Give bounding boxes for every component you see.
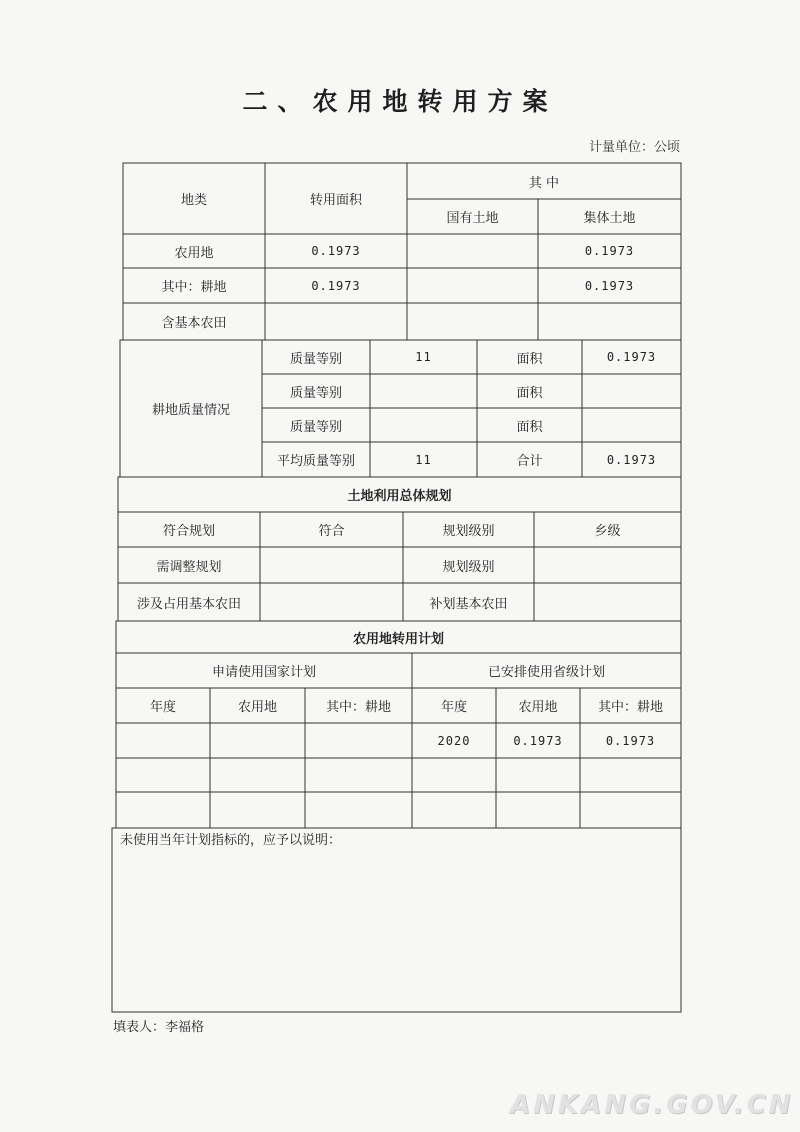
- planning-label: 需调整规划: [156, 559, 222, 575]
- cultivated-state: [407, 268, 538, 303]
- table-cell: [116, 792, 210, 828]
- planning-label: 涉及占用基本农田: [136, 596, 241, 612]
- row-label-farmland: 农用地: [174, 245, 214, 261]
- basic-farmland-state: [407, 303, 538, 340]
- quality-area-value: 0.1973: [606, 350, 657, 364]
- table-cell-cultivated: 0.1973: [605, 733, 656, 748]
- table-cell-year: 2020: [437, 733, 471, 748]
- unit-label: 计量单位：公顷: [588, 140, 680, 155]
- planning-level-value: [534, 547, 681, 583]
- column-header: 农用地: [237, 700, 277, 715]
- planning-level-value: 乡级: [594, 524, 621, 539]
- quality-grade-value: [370, 408, 477, 442]
- table-cell: [210, 723, 305, 758]
- table-cell: [116, 723, 210, 758]
- table-cell: [305, 792, 412, 828]
- quality-grade-label: 质量等别: [289, 419, 342, 435]
- page-title: 二、农用地转用方案: [242, 87, 558, 116]
- table-cell: [210, 792, 305, 828]
- average-grade-label: 平均质量等别: [276, 454, 355, 469]
- header-converted-area: 转用面积: [309, 193, 362, 208]
- table-cell: [580, 792, 681, 828]
- cultivated-area: 0.1973: [311, 278, 361, 293]
- site-watermark: ANKANG.GOV.CN: [510, 1090, 794, 1120]
- row-label-cultivated: 其中：耕地: [161, 280, 227, 295]
- basic-farmland-area: [265, 303, 407, 340]
- farmland-collective: 0.1973: [584, 244, 635, 258]
- column-header: 农用地: [518, 700, 558, 715]
- basic-farmland-collective: [538, 303, 681, 340]
- quality-grade-label: 质量等别: [289, 351, 342, 367]
- table-cell: [412, 792, 496, 828]
- planning-value: [260, 547, 403, 583]
- quality-grade-value: 11: [415, 350, 432, 364]
- quality-area-label: 面积: [516, 385, 543, 401]
- header-among: 其 中: [528, 175, 560, 191]
- supplement-farmland-value: [534, 583, 681, 621]
- quality-grade-value: [370, 374, 477, 408]
- column-header: 其中：耕地: [597, 700, 663, 715]
- average-grade-value: 11: [415, 452, 432, 467]
- quality-section-label: 耕地质量情况: [151, 403, 230, 418]
- cultivated-collective: 0.1973: [584, 278, 635, 293]
- table-cell-farmland: 0.1973: [513, 733, 563, 748]
- table-cell: [305, 758, 412, 792]
- total-label: 合计: [516, 454, 543, 469]
- conversion-section-title: 农用地转用计划: [352, 631, 444, 647]
- column-header: 其中：耕地: [325, 700, 391, 715]
- header-state-land: 国有土地: [446, 211, 499, 226]
- national-plan-title: 申请使用国家计划: [211, 665, 316, 680]
- table-cell: [210, 758, 305, 792]
- explanation-note: 未使用当年计划指标的，应予以说明：: [120, 833, 342, 848]
- farmland-area: 0.1973: [311, 244, 361, 258]
- column-header: 年度: [149, 700, 176, 715]
- planning-section-title: 土地利用总体规划: [347, 489, 452, 504]
- quality-area-label: 面积: [516, 419, 543, 435]
- quality-area-value: [582, 374, 681, 408]
- planning-value: 符合: [318, 524, 345, 539]
- planning-level-label: 规划级别: [442, 559, 495, 575]
- quality-area-label: 面积: [516, 351, 543, 367]
- farmland-state: [407, 234, 538, 268]
- total-value: 0.1973: [606, 452, 657, 467]
- column-header: 年度: [440, 700, 467, 715]
- quality-grade-label: 质量等别: [289, 385, 342, 401]
- planning-value: [260, 583, 403, 621]
- planning-level-label: 规划级别: [442, 524, 495, 539]
- header-collective-land: 集体土地: [583, 211, 636, 226]
- table-cell: [412, 758, 496, 792]
- table-cell: [305, 723, 412, 758]
- table-cell: [496, 758, 580, 792]
- form-filler: 填表人：李福格: [113, 1020, 205, 1035]
- header-category: 地类: [180, 193, 207, 208]
- planning-label: 符合规划: [162, 524, 215, 539]
- supplement-farmland-label: 补划基本农田: [429, 596, 508, 612]
- row-label-basic-farmland: 含基本农田: [161, 316, 227, 331]
- table-cell: [496, 792, 580, 828]
- table-cell: [116, 758, 210, 792]
- provincial-plan-title: 已安排使用省级计划: [487, 665, 605, 680]
- table-cell: [580, 758, 681, 792]
- quality-area-value: [582, 408, 681, 442]
